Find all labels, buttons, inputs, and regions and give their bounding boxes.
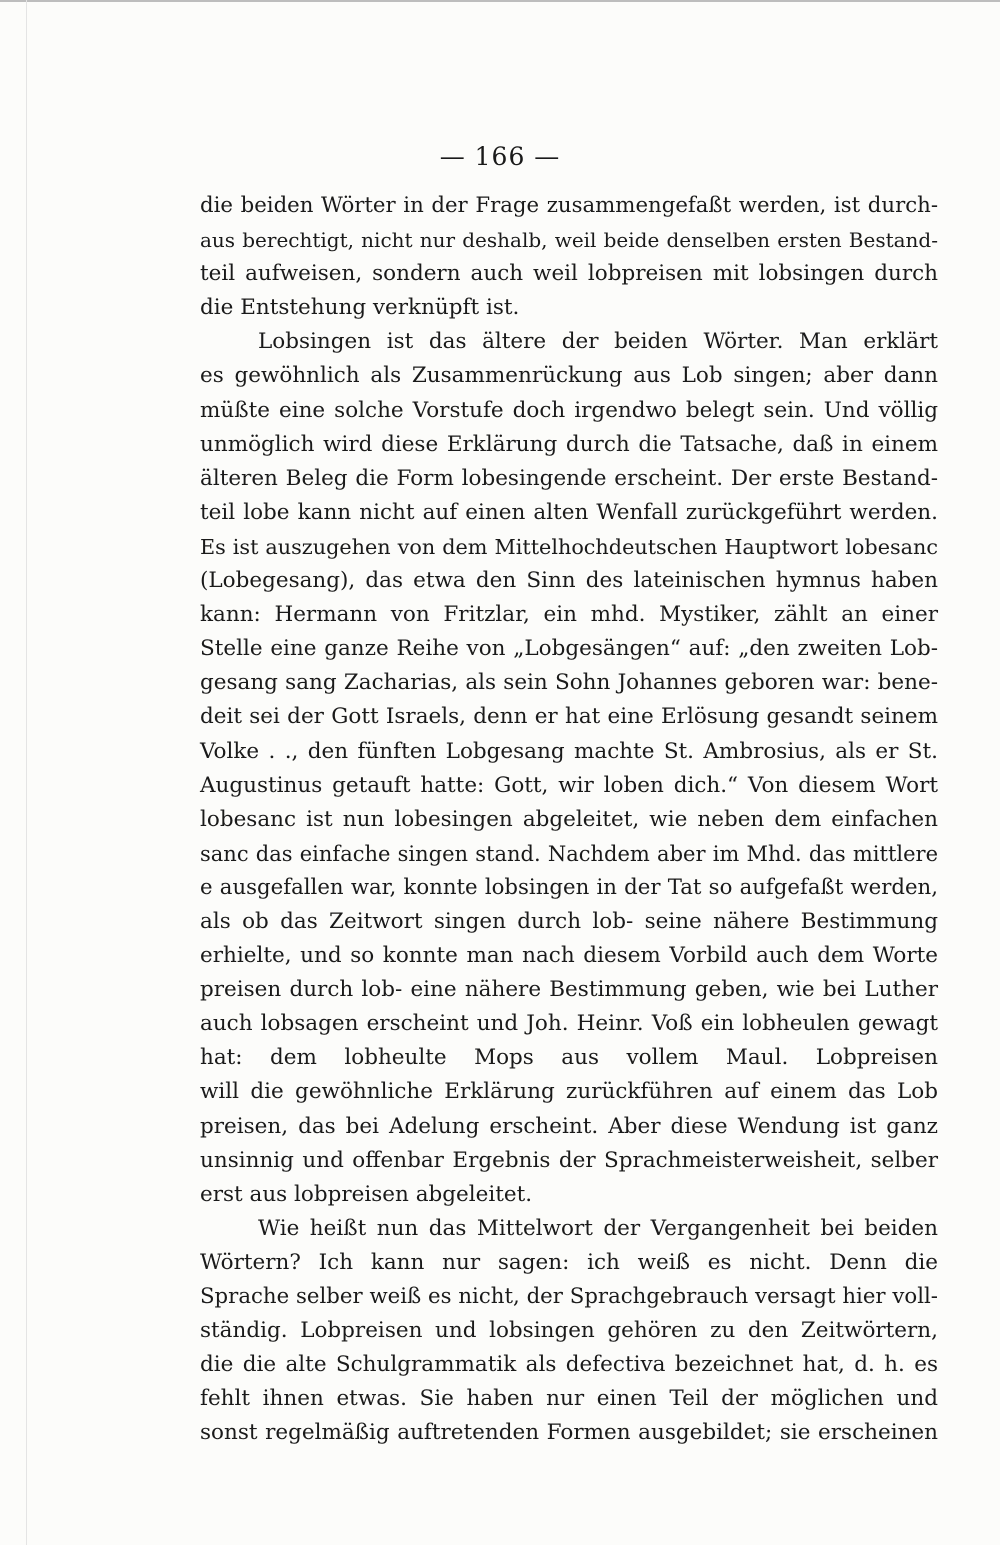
text-line: teil aufweisen, sondern auch weil lobpreisen mit lobsingen durch <box>200 261 938 287</box>
text-line: fehlt ihnen etwas. Sie haben nur einen Teil der möglichen und <box>200 1386 938 1412</box>
text-line: älteren Beleg die Form lobesingende erscheint. Der erste Bestand- <box>200 465 938 491</box>
text-line: lobesanc ist nun lobesingen abgeleitet, wie neben dem einfachen <box>200 806 938 832</box>
text-line: hat: dem lobheulte Mops aus vollem Maul. Lobpreisen <box>200 1045 938 1071</box>
text-line: ständig. Lobpreisen und lobsingen gehören zu den Zeitwörtern, <box>200 1318 938 1344</box>
text-line: auch lobsagen erscheint und Joh. Heinr. Voß ein lobheulen gewagt <box>200 1011 938 1037</box>
text-line: unmöglich wird diese Erklärung durch die Tatsache, daß in einem <box>200 431 938 457</box>
page-top-edge <box>0 0 1000 2</box>
text-line: die beiden Wörter in der Frage zusammengefaßt werden, ist durch- <box>200 193 938 218</box>
text-line: als ob das Zeitwort singen durch lob- seine nähere Bestimmung <box>200 908 938 934</box>
text-line: aus berechtigt, nicht nur deshalb, weil beide denselben ersten Bestand- <box>200 228 938 253</box>
body-text <box>200 189 938 1450</box>
text-line: die Entstehung verknüpft ist. <box>200 295 520 321</box>
text-line: sanc das einfache singen stand. Nachdem aber im Mhd. das mittlere <box>200 841 938 866</box>
text-line: teil lobe kann nicht auf einen alten Wenfall zurückgeführt werden. <box>200 499 938 525</box>
text-line: sonst regelmäßig auftretenden Formen ausgebildet; sie erscheinen <box>200 1420 938 1446</box>
text-line: Volke . ., den fünften Lobgesang machte St. Ambrosius, als er St. <box>200 738 938 764</box>
text-line: Wörtern? Ich kann nur sagen: ich weiß es nicht. Denn die <box>200 1249 938 1275</box>
text-line: unsinnig und offenbar Ergebnis der Sprachmeisterweisheit, selber <box>200 1147 938 1173</box>
text-line: Augustinus getauft hatte: Gott, wir loben dich.“ Von diesem Wort <box>200 772 938 798</box>
text-line: erhielte, und so konnte man nach diesem Vorbild auch dem Worte <box>200 943 938 969</box>
text-line: will die gewöhnliche Erklärung zurückführen auf einem das Lob <box>200 1079 938 1105</box>
text-line: Lobsingen ist das ältere der beiden Wörter. Man erklärt <box>258 329 938 355</box>
text-line: erst aus lobpreisen abgeleitet. <box>200 1181 533 1207</box>
text-line: Stelle eine ganze Reihe von „Lobgesängen“ auf: „den zweiten Lob- <box>200 636 938 662</box>
text-line: Sprache selber weiß es nicht, der Sprachgebrauch versagt hier voll- <box>200 1284 938 1309</box>
text-line: kann: Hermann von Fritzlar, ein mhd. Mystiker, zählt an einer <box>200 602 938 628</box>
text-line: preisen durch lob- eine nähere Bestimmung geben, wie bei Luther <box>200 977 938 1003</box>
page-left-edge <box>26 0 27 1545</box>
text-line: die die alte Schulgrammatik als defectiva bezeichnet hat, d. h. es <box>200 1352 938 1378</box>
text-line: e ausgefallen war, konnte lobsingen in der Tat so aufgefaßt werden, <box>200 874 938 900</box>
text-line: es gewöhnlich als Zusammenrückung aus Lob singen; aber dann <box>200 363 938 389</box>
text-line: gesang sang Zacharias, als sein Sohn Johannes geboren war: bene- <box>200 670 938 696</box>
text-line: (Lobegesang), das etwa den Sinn des lateinischen hymnus haben <box>200 568 938 594</box>
text-line: preisen, das bei Adelung erscheint. Aber diese Wendung ist ganz <box>200 1113 938 1139</box>
text-line: müßte eine solche Vorstufe doch irgendwo belegt sein. Und völlig <box>200 397 938 423</box>
text-line: Wie heißt nun das Mittelwort der Vergangenheit bei beiden <box>258 1215 938 1241</box>
page-number: — 166 — <box>439 142 561 171</box>
text-line: Es ist auszugehen von dem Mittelhochdeutschen Hauptwort lobesanc <box>200 534 938 559</box>
text-line: deit sei der Gott Israels, denn er hat eine Erlösung gesandt seinem <box>200 704 938 730</box>
